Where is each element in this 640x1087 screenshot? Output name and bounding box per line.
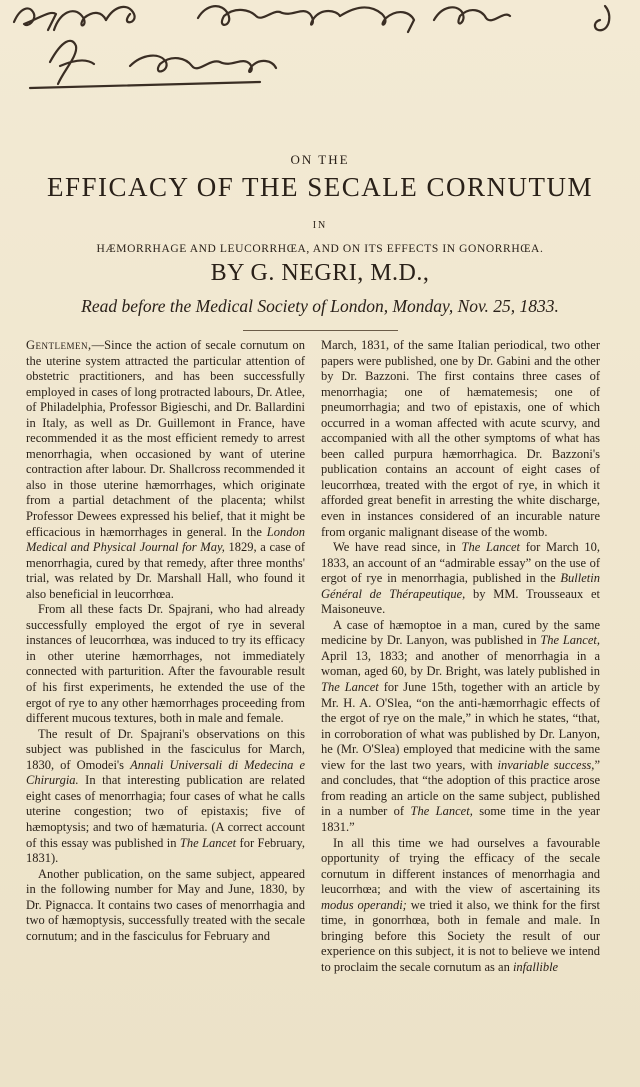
- journal-title: Bulletin Général de Thérapeutique,: [321, 571, 600, 601]
- journal-title: The Lancet,: [540, 633, 600, 648]
- paragraph-text: for February, 1831).: [26, 835, 305, 866]
- left-column: [26, 338, 305, 944]
- author-line: BY G. NEGRI, M.D.,: [210, 260, 430, 286]
- right-column: [321, 338, 600, 975]
- journal-title: The Lancet: [461, 540, 521, 555]
- paragraph: [26, 338, 305, 602]
- paragraph-text: ” and concludes, that “the adoption of this practice arose from reading an article on the same subject, published in a number of: [321, 757, 600, 819]
- handwritten-inscription: [10, 0, 630, 110]
- paragraph: [26, 867, 305, 945]
- paragraph-text: for June 15th, together with an article by Mr. H. A. O'Slea, “on the anti-hæmorrhagic effects of the ergot of rye on the male,” in which he states, “that, in corroboration of what was published by Dr. Lanyon, he (Mr. O'Slea) employed that medicine with the same view for the last two years, with: [321, 680, 600, 772]
- paragraph-text: A case of hæmoptoe in a man, cured by the same medicine by Dr. Lanyon, was published in: [321, 617, 600, 648]
- paragraph-text: by MM. Trousseaux et Maisoneuve.: [321, 586, 600, 617]
- paragraph-text: 1829, a case of menorrhagia, cured by that remedy, after three months' trial, was related by Dr. Marshall Hall, who found it also beneficial in leucorrhœa.: [26, 540, 305, 601]
- paragraph-text: The result of Dr. Spajrani's observations on this subject was published in the fasciculus for March, 1830, of Omodei's: [26, 726, 305, 772]
- paragraph-text: we tried it also, we think for the first time, in gonorrhœa, both in female and male. In bringing before this Society the result of our experience on this subject, it is not to believe we intend to proclaim the secale cornutum as an: [321, 897, 600, 974]
- paragraph-text: Another publication, on the same subject, appeared in the following number for May and June, 1830, by Dr. Pignacca. It contains two cases of menorrhagia and two of hæmoptysis, successfully treated with the secale cornutum; and in the fasciculus for February and: [26, 866, 305, 943]
- paragraph-text: In all this time we had ourselves a favourable opportunity of trying the efficacy of the secale cornutum in different instances of menorrhagia and leucorrhœa; and with the view of ascertaining its: [321, 835, 600, 897]
- emphasis: infallible: [512, 959, 559, 974]
- paper-subtitle: HÆMORRHAGE AND LEUCORRHŒA, AND ON ITS EFFECTS IN GONORRHŒA.: [96, 243, 544, 255]
- paragraph-text: March, 1831, of the same Italian periodical, two other papers were published, one by Dr. Gabini and the other by Dr. Bazzoni. The first contains three cases of menorrhagia; one of hæmatemesis; one of pneumorrhagia; and two of epistaxis, one of which occurred in a woman affected with acute scurvy, and accompanied with all the other symptoms of what has been called purpura hæmorrhagica. Dr. Bazzoni's publication contains an account of eight cases of leucorrhœa, treated with the ergot of rye, in which it afforded great benefit in arresting the white discharge, even in instances considered of an incurable nature from organic malignant disease of the womb.: [321, 338, 600, 539]
- emphasis: invariable success,: [497, 757, 595, 772]
- emphasis: modus operandi;: [321, 897, 407, 912]
- journal-title: The Lancet: [179, 835, 237, 850]
- read-before-line: Read before the Medical Society of London, Monday, Nov. 25, 1833.: [81, 296, 559, 316]
- paper-title: EFFICACY OF THE SECALE CORNUTUM: [46, 172, 594, 202]
- paragraph-text: We have read since, in: [333, 540, 462, 555]
- paragraph: [321, 338, 600, 540]
- paragraph-text: In that interesting publication are related eight cases of menorrhagia; four cases of what he calls uterine congestion; two of epistaxis; five of hæmoptysis; and two of hæmaturia. (A correct account of this essay was published in: [26, 773, 305, 850]
- heading-in: IN: [312, 220, 328, 231]
- paragraph-text: for March 10, 1833, an account of an “admirable essay” on the use of ergot of rye in menorrhagia, published in the: [321, 540, 600, 586]
- journal-title: The Lancet,: [410, 804, 473, 819]
- paragraph-text: April 13, 1833; and another of menorrhagia in a woman, aged 60, by Dr. Bright, was lately published in: [321, 648, 600, 679]
- paragraph: [321, 836, 600, 976]
- heading-on-the: ON THE: [290, 152, 350, 167]
- journal-title: The Lancet: [321, 680, 379, 695]
- paragraph-text: From all these facts Dr. Spajrani, who had already successfully employed the ergot of rye in several instances of leucorrhœa, was induced to try its efficacy in other uterine hæmorrhages, not immediately connected with parturition. After the favourable result of his first experiments, he extended the use of the ergot of rye to any other hæmorrhages proceeding from different mucous textures, both in male and female.: [26, 602, 305, 726]
- paragraph-text: —Since the action of secale cornutum on the uterine system attracted the particular attention of obstetric practitioners, and has been successfully employed in cases of long protracted labours, Dr. Atlee, of Philadelphia, Professor Bigieschi, and Dr. Ballardini in Italy, as well as Dr. Guillemont in France, have recommended it as the most efficient remedy to arrest menorrhagia, when occasioned by want of uterine contraction after labour. Dr. Shallcross recommended it also in those uterine hæmorrhages, which originate from a partial detachment of the placenta; whilst Professor Dewees expressed his belief, that it might be efficacious in hæmorrhages in general. In the: [26, 338, 305, 539]
- journal-title: London Medical and Physical Journal for May,: [26, 524, 305, 555]
- salutation: Gentlemen,: [26, 338, 92, 352]
- paragraph-text: some time in the year 1831.”: [321, 804, 600, 834]
- paragraph: [26, 727, 305, 867]
- paragraph: [321, 618, 600, 836]
- title-divider: [243, 330, 398, 331]
- paragraph: [26, 602, 305, 726]
- paragraph: [321, 540, 600, 618]
- journal-title: Annali Universali di Medecina e Chirurgia.: [26, 757, 305, 788]
